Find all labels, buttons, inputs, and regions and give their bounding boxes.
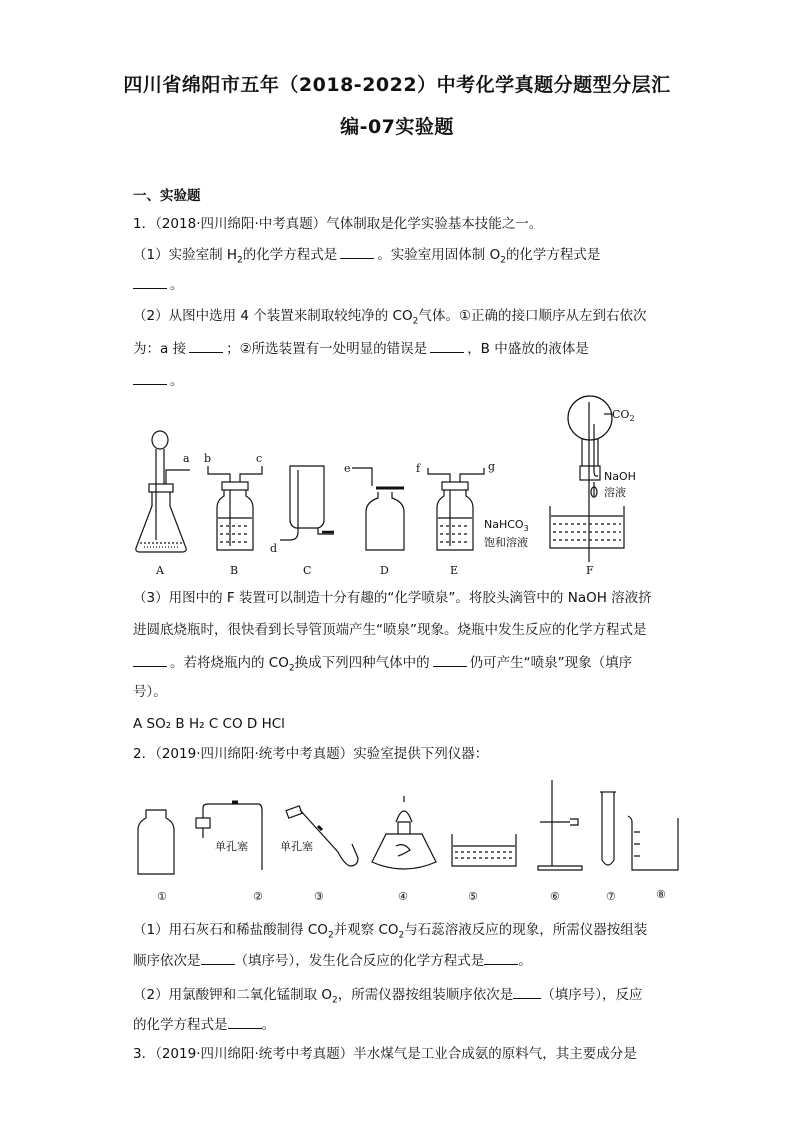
q1-part2-line1: （2）从图中选用 4 个装置来制取较纯净的 $CO_2$气体。①正确的接口顺序从左到右依次 <box>133 308 647 327</box>
port-f-label: f <box>416 462 421 475</box>
apparatus-label-e: E <box>450 564 459 577</box>
port-a-label: a <box>183 452 190 465</box>
q3-stem: 3．（2019·四川绵阳·统考中考真题）半水煤气是工业合成氨的原料气，其主要成分是 <box>133 1046 637 1062</box>
num-8: ⑧ <box>656 888 666 901</box>
num-3: ③ <box>314 890 324 903</box>
instrument-4-lamp <box>372 796 436 869</box>
num-4: ④ <box>398 890 408 903</box>
instrument-6-stand <box>538 780 582 870</box>
page-title-line1: 四川省绵阳市五年（2018-2022）中考化学真题分题型分层汇 <box>123 74 671 96</box>
apparatus-a-flask <box>136 431 190 552</box>
q2-part2-line2: 的化学方程式是 。 <box>133 1014 275 1035</box>
instrument-2-stopper <box>196 802 262 870</box>
num-2: ② <box>253 890 263 903</box>
q1-part2-line3: 。 <box>133 370 184 391</box>
answer-blank[interactable] <box>133 370 167 385</box>
apparatus-c-bottle <box>280 466 334 540</box>
answer-blank[interactable] <box>201 950 235 965</box>
port-e-label: e <box>344 462 351 475</box>
q1-part1-line1: （1）实验室制 $H_2$的化学方程式是 。实验室用固体制 $O_2$的化学方程式是 <box>133 244 600 271</box>
num-1: ① <box>157 890 167 903</box>
answer-blank[interactable] <box>484 950 518 965</box>
page-title-line2: 编-07实验题 <box>340 116 454 138</box>
q2-part1-line1: （1）用石灰石和稀盐酸制得 $CO_2$并观察 $CO_2$与石蕊溶液反应的现象，所需仪器按组装 <box>133 922 648 941</box>
q1-part2-line2: 为：a 接 ；②所选装置有一处明显的错误是 ，B 中盛放的液体是 <box>133 338 589 359</box>
answer-blank[interactable] <box>228 1014 262 1029</box>
apparatus-b-bottle <box>208 466 262 550</box>
apparatus-f-fountain <box>550 396 624 562</box>
naoh-solution-label: 溶液 <box>604 486 626 499</box>
apparatus-e-bottle <box>428 468 484 550</box>
instrument-5-trough <box>452 834 516 866</box>
apparatus-label-c: C <box>303 564 312 577</box>
instrument-7-test-tube <box>600 792 616 865</box>
saturated-solution-label: 饱和溶液 <box>484 536 528 549</box>
num-5: ⑤ <box>468 890 478 903</box>
answer-blank[interactable] <box>189 338 223 353</box>
instrument-1-bottle <box>138 810 174 874</box>
nahco3-label: NaHCO$_3$ <box>484 518 529 533</box>
apparatus-label-f: F <box>586 564 594 577</box>
q2-stem: 2．（2019·四川绵阳·统考中考真题）实验室提供下列仪器： <box>133 746 489 762</box>
port-g-label: g <box>488 460 496 473</box>
apparatus-label-a: A <box>156 564 164 577</box>
instrument-2-label: 单孔塞 <box>215 840 248 853</box>
port-c-label: c <box>256 452 263 465</box>
q2-part1-line2: 顺序依次是 （填序号），发生化合反应的化学方程式是 。 <box>133 950 532 971</box>
section-heading: 一、实验题 <box>133 188 201 204</box>
num-7: ⑦ <box>606 890 616 903</box>
q1-part3-line4: 号）。 <box>133 684 167 700</box>
q2-part2-line1: （2）用氯酸钾和二氧化锰制取 $O_2$，所需仪器按组装顺序依次是 （填序号），反应 <box>133 984 643 1011</box>
q1-stem: 1．（2018·四川绵阳·中考真题）气体制取是化学实验基本技能之一。 <box>133 216 543 232</box>
num-6: ⑥ <box>550 890 560 903</box>
answer-blank[interactable] <box>133 652 167 667</box>
answer-blank[interactable] <box>430 338 464 353</box>
port-b-label: b <box>204 452 212 465</box>
answer-blank[interactable] <box>513 984 541 999</box>
answer-blank[interactable] <box>133 274 167 289</box>
q1-part3-line3: 。若将烧瓶内的 $CO_2$换成下列四种气体中的 仍可产生“喷泉”现象（填序 <box>133 652 632 679</box>
port-d-label: d <box>270 542 278 555</box>
q1-part3-line1: （3）用图中的 F 装置可以制造十分有趣的“化学喷泉”。将胶头滴管中的 NaOH 溶液挤 <box>133 590 652 606</box>
apparatus-d-jar <box>352 468 404 550</box>
q1-options: A SO₂ B H₂ C CO D HCl <box>133 716 285 732</box>
co2-label: $CO_2$ <box>612 408 635 423</box>
instrument-8-beaker <box>628 816 678 870</box>
answer-blank[interactable] <box>340 244 374 259</box>
apparatus-label-d: D <box>380 564 389 577</box>
naoh-label: NaOH <box>604 470 636 483</box>
q1-part3-line2: 进圆底烧瓶时，很快看到长导管顶端产生“喷泉”现象。烧瓶中发生反应的化学方程式是 <box>133 622 647 638</box>
q1-part1-line2: 。 <box>133 274 184 295</box>
apparatus-label-b: B <box>230 564 239 577</box>
instrument-3-stopper <box>286 806 358 866</box>
instrument-3-label: 单孔塞 <box>280 840 313 853</box>
answer-blank[interactable] <box>433 652 467 667</box>
